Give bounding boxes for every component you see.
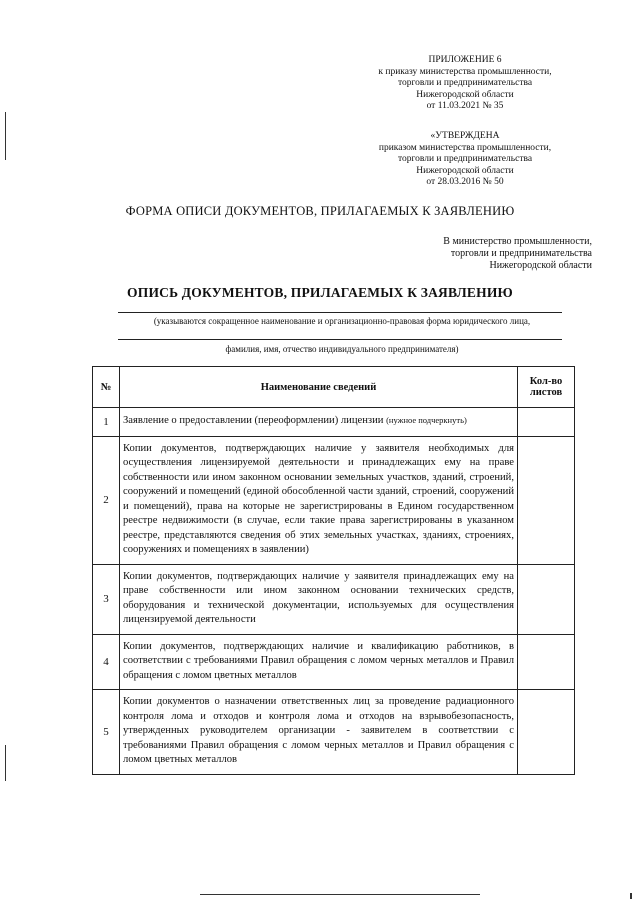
scan-mark (5, 745, 6, 781)
appendix-line: к приказу министерства промышленности, (378, 66, 552, 77)
row-description (120, 408, 518, 437)
approval-line: приказом министерства промышленности, (378, 142, 552, 153)
header-count-line1: Кол-во (529, 376, 563, 387)
scan-mark (5, 112, 6, 160)
approval-date: от 28.03.2016 № 50 (426, 177, 504, 187)
approval-title: «УТВЕРЖДЕНА (430, 131, 500, 141)
scan-mark (200, 894, 480, 895)
approval-line: торговли и предпринимательства (397, 154, 533, 164)
table-row (93, 690, 575, 775)
form-title: ФОРМА ОПИСИ ДОКУМЕНТОВ, ПРИЛАГАЕМЫХ К ЗАЯВЛЕНИЮ (125, 204, 515, 218)
appendix-line: торговли и предпринимательства (397, 78, 533, 88)
row-note: (нужное подчеркнуть) (386, 415, 467, 425)
document-title: ОПИСЬ ДОКУМЕНТОВ, ПРИЛАГАЕМЫХ К ЗАЯВЛЕНИЮ (127, 285, 513, 300)
header-num: № (93, 367, 120, 408)
table-header-row (93, 367, 575, 408)
row-description: Копии документов о назначении ответственных лиц за проведение радиационного контроля лома и отходов и контроля лома и отходов на взрывобезопасность, утвержденных руководителем организации - заявителем в соответствии с требованиями Правил обращения с ломом черных металлов и Правил обращения с ломом цветных металлов (120, 690, 518, 775)
table-row (93, 564, 575, 634)
applicant-hint-line1: (указываются сокращенное наименование и организационно-правовая форма юридического лица, (153, 316, 531, 326)
recipient-line: В министерство промышленности, (443, 236, 592, 247)
row-sheet-count[interactable] (518, 408, 575, 437)
approval-line: Нижегородской области (416, 165, 514, 176)
table-row (93, 436, 575, 564)
applicant-name-line (118, 312, 562, 313)
row-number: 1 (93, 408, 120, 437)
header-count-line2: листов (529, 387, 563, 398)
row-number: 3 (93, 564, 120, 634)
row-text: Заявление о предоставлении (переоформлении) лицензии (123, 415, 384, 426)
documents-table (92, 366, 575, 775)
header-name: Наименование сведений (120, 367, 518, 408)
applicant-name-line (118, 339, 562, 340)
row-number: 4 (93, 634, 120, 690)
row-sheet-count[interactable] (518, 690, 575, 775)
row-description: Копии документов, подтверждающих наличие у заявителя принадлежащих ему на праве собственности или ином законном основании технических средств, оборудования и технической документации, используемых для осуществления лицензируемой деятельности (120, 564, 518, 634)
row-number: 5 (93, 690, 120, 775)
row-description: Копии документов, подтверждающих наличие и квалификацию работников, в соответствии с требованиями Правил обращения с ломом черных металлов и Правил обращения с ломом цветных металлов (120, 634, 518, 690)
appendix-date: от 11.03.2021 № 35 (426, 101, 504, 111)
appendix-block (350, 55, 580, 113)
row-description: Копии документов, подтверждающих наличие у заявителя необходимых для осуществления лицензируемой деятельности и принадлежащих ему на праве собственности или ином законном основании земельных участков, зданий, строений, сооружений и помещений (единой обособленной части зданий, строений, сооружений и помещений), права на которые не зарегистрированы в Едином государственном реестре недвижимости (в случае, если такие права зарегистрированы в указанном реестре, представляются сведения об этих земельных участках, зданиях, строениях, сооружениях и помещениях в заявлении) (120, 436, 518, 564)
header-count (518, 367, 575, 408)
row-sheet-count[interactable] (518, 634, 575, 690)
table-row (93, 408, 575, 437)
table-row (93, 634, 575, 690)
scan-mark (630, 893, 632, 899)
row-sheet-count[interactable] (518, 564, 575, 634)
approval-block (350, 131, 580, 189)
recipient-line: торговли и предпринимательства (450, 248, 592, 259)
applicant-hint-line2: фамилия, имя, отчество индивидуального предпринимателя) (225, 344, 459, 354)
row-number: 2 (93, 436, 120, 564)
appendix-line: Нижегородской области (416, 89, 514, 100)
row-sheet-count[interactable] (518, 436, 575, 564)
recipient-line: Нижегородской области (489, 260, 592, 271)
appendix-title: ПРИЛОЖЕНИЕ 6 (428, 55, 502, 65)
recipient-block (392, 236, 592, 272)
